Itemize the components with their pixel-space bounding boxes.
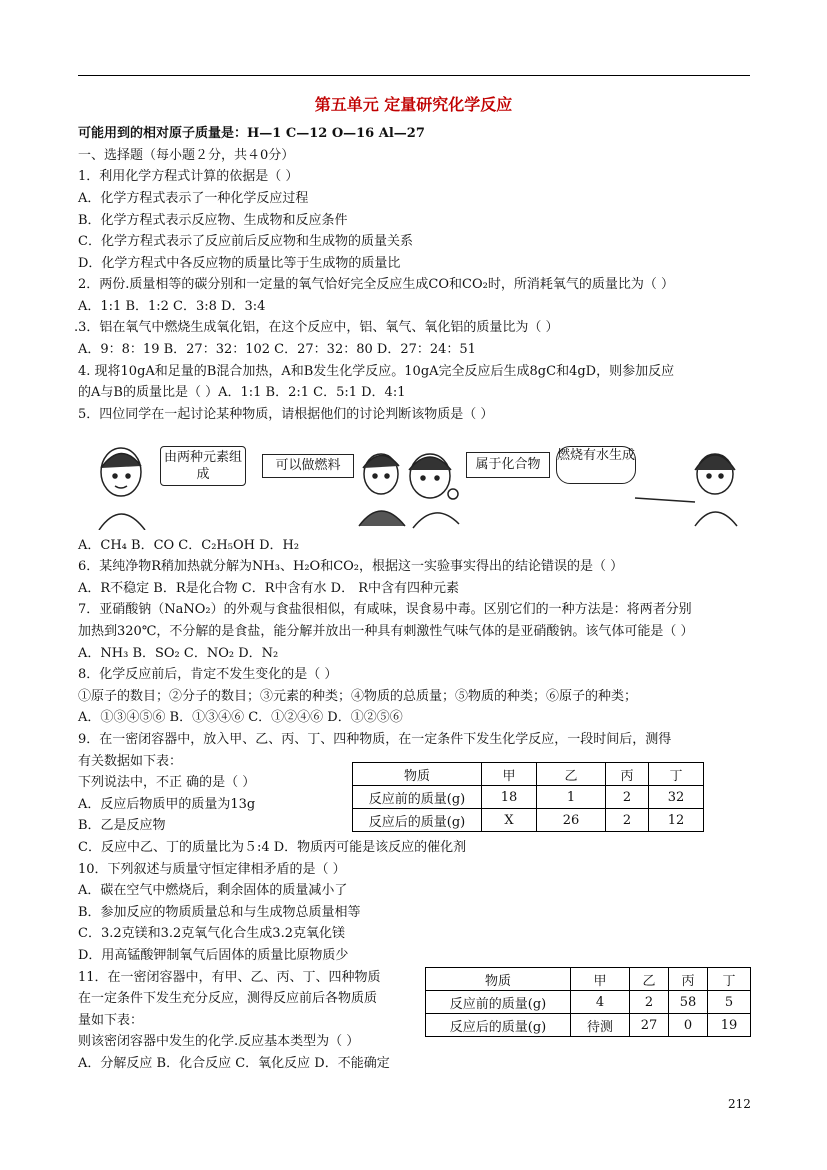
page-title: 第五单元 定量研究化学反应 <box>314 95 513 114</box>
q2-options: A．1:1 B．1:2 C．3:8 D．3:4 <box>78 299 266 314</box>
q11-options: A．分解反应 B．化合反应 C．氧化反应 D．不能确定 <box>78 1056 390 1071</box>
table-row <box>426 1014 751 1037</box>
table-cell: 物质 <box>426 968 571 991</box>
table-cell: 5 <box>708 991 751 1014</box>
q1-option-c: C．化学方程式表示了反应前后反应物和生成物的质量关系 <box>78 234 413 249</box>
table-row <box>426 991 751 1014</box>
q8-options: A．①③④⑤⑥ B．①③④⑥ C．①②④⑥ D．①②⑤⑥ <box>78 710 403 725</box>
student-1-figure <box>99 448 145 530</box>
bubble-burns-water: 燃烧有水生成 <box>556 446 636 484</box>
q11-stem-3: 量如下表： <box>78 1013 144 1028</box>
top-rule <box>78 75 750 76</box>
table-cell: 乙 <box>630 968 669 991</box>
atomic-mass-line: 可能用到的相对原子质量是：H—1 C—12 O—16 Al—27 <box>78 126 425 141</box>
table-header-row <box>353 763 704 786</box>
table-row <box>353 809 704 832</box>
q2-stem: 2．两份.质量相等的碳分别和一定量的氧气恰好完全反应生成CO和CO₂时，所消耗氧气的质量比为（ ） <box>78 277 674 292</box>
q10-option-d: D．用高锰酸钾制氧气后固体的质量比原物质少 <box>78 948 349 963</box>
q5-options: A．CH₄ B．CO C．C₂H₅OH D．H₂ <box>78 538 300 553</box>
table-cell: 乙 <box>537 763 606 786</box>
table-cell: 甲 <box>482 763 537 786</box>
q9-data-table <box>352 762 704 832</box>
q9-stem-2: 有关数据如下表： <box>78 754 183 769</box>
table-cell: 2 <box>630 991 669 1014</box>
table-cell: 27 <box>630 1014 669 1037</box>
q11-data-table <box>425 967 751 1037</box>
student-4-figure <box>635 454 737 526</box>
q7-stem-2: 加热到320℃，不分解的是食盐，能分解并放出一种具有刺激性气味气体的是亚硝酸钠。该气体可能是（ ） <box>78 624 694 639</box>
bubble-two-elements: 由两种元素组成 <box>160 446 246 486</box>
q8-stem: 8．化学反应前后，肯定不发生变化的是（ ） <box>78 667 338 682</box>
q11-stem-1: 11．在一密闭容器中，有甲、乙、丙、丁、四种物质 <box>78 970 381 985</box>
q9-stem-1: 9．在一密闭容器中，放入甲、乙、丙、丁、四种物质，在一定条件下发生化学反应，一段时间后，测得 <box>78 732 672 747</box>
table-cell: 丁 <box>649 763 704 786</box>
table-cell: 0 <box>669 1014 708 1037</box>
q10-option-c: C．3.2克镁和3.2克氧气化合生成3.2克氧化镁 <box>78 926 345 941</box>
q8-items: ①原子的数目；②分子的数目；③元素的种类；④物质的总质量；⑤物质的种类；⑥原子的种类； <box>78 689 638 704</box>
table-cell: 2 <box>606 786 649 809</box>
table-cell: 反应后的质量(g) <box>353 809 482 832</box>
q3-options: A．9：8：19 B．27：32：102 C．27：32：80 D．27：24：51 <box>78 342 476 357</box>
q5-stem: 5．四位同学在一起讨论某种物质，请根据他们的讨论判断该物质是（ ） <box>78 407 494 422</box>
table-row <box>353 786 704 809</box>
table-cell: 丙 <box>606 763 649 786</box>
q10-stem: 10．下列叙述与质量守恒定律相矛盾的是（ ） <box>78 862 346 877</box>
page-number: 212 <box>728 1097 751 1111</box>
table-cell: 12 <box>649 809 704 832</box>
table-cell: 18 <box>482 786 537 809</box>
q3-stem: .3．铝在氧气中燃烧生成氧化铝，在这个反应中，铝、氧气、氧化铝的质量比为（ ） <box>74 320 559 335</box>
q9-option-a: A．反应后物质甲的质量为13g <box>78 797 256 812</box>
table-cell: 2 <box>606 809 649 832</box>
table-cell: 4 <box>571 991 630 1014</box>
q1-option-b: B．化学方程式表示反应物、生成物和反应条件 <box>78 213 348 228</box>
q7-stem-1: 7．亚硝酸钠（NaNO₂）的外观与食盐很相似，有咸味，误食易中毒。区别它们的一种方法是：将两者分别 <box>78 602 692 617</box>
q11-stem-2: 在一定条件下发生充分反应，测得反应前后各物质质 <box>78 991 378 1006</box>
table-cell: 甲 <box>571 968 630 991</box>
table-cell: X <box>482 809 537 832</box>
table-cell: 32 <box>649 786 704 809</box>
table-header-row <box>426 968 751 991</box>
table-cell: 26 <box>537 809 606 832</box>
table-cell: 反应前的质量(g) <box>426 991 571 1014</box>
q10-option-a: A．碳在空气中燃烧后，剩余固体的质量减小了 <box>78 883 348 898</box>
student-3-figure <box>409 454 459 528</box>
section-heading: 一、选择题（每小题２分，共４0分） <box>78 148 295 163</box>
q1-option-d: D．化学方程式中各反应物的质量比等于生成物的质量比 <box>78 256 401 271</box>
table-cell: 丁 <box>708 968 751 991</box>
table-cell: 物质 <box>353 763 482 786</box>
q1-stem: 1．利用化学方程式计算的依据是（ ） <box>78 169 299 184</box>
q6-options: A．R不稳定 B．R是化合物 C．R中含有水 D． R中含有四种元素 <box>78 581 459 596</box>
bubble-compound: 属于化合物 <box>466 452 550 478</box>
table-cell: 待测 <box>571 1014 630 1037</box>
bubble-fuel: 可以做燃料 <box>262 454 354 478</box>
q11-question: 则该密闭容器中发生的化学.反应基本类型为（ ） <box>78 1034 360 1049</box>
table-cell: 19 <box>708 1014 751 1037</box>
table-cell: 反应前的质量(g) <box>353 786 482 809</box>
table-cell: 丙 <box>669 968 708 991</box>
table-cell: 58 <box>669 991 708 1014</box>
q10-option-b: B．参加反应的物质质量总和与生成物总质量相等 <box>78 905 361 920</box>
q9-question: 下列说法中，不正 确的是（ ） <box>78 775 256 790</box>
q9-option-b: B．乙是反应物 <box>78 818 166 833</box>
q9-option-cd: C．反应中乙、丁的质量比为５:4 D．物质丙可能是该反应的催化剂 <box>78 840 467 855</box>
q7-options: A．NH₃ B．SO₂ C．NO₂ D．N₂ <box>78 646 279 661</box>
q1-option-a: A．化学方程式表示了一种化学反应过程 <box>78 191 309 206</box>
student-2-figure <box>359 454 405 526</box>
table-cell: 1 <box>537 786 606 809</box>
q6-stem: 6．某纯净物R稍加热就分解为NH₃、H₂O和CO₂，根据这一实验事实得出的结论错误的是（ ） <box>78 559 624 574</box>
q4-stem: 4. 现将10gA和足量的B混合加热，A和B发生化学反应。10gA完全反应后生成8gC和4gD，则参加反应 <box>78 364 675 379</box>
q4-options: 的A与B的质量比是（ ）A．1:1 B．2:1 C．5:1 D．4:1 <box>78 385 406 400</box>
table-cell: 反应后的质量(g) <box>426 1014 571 1037</box>
